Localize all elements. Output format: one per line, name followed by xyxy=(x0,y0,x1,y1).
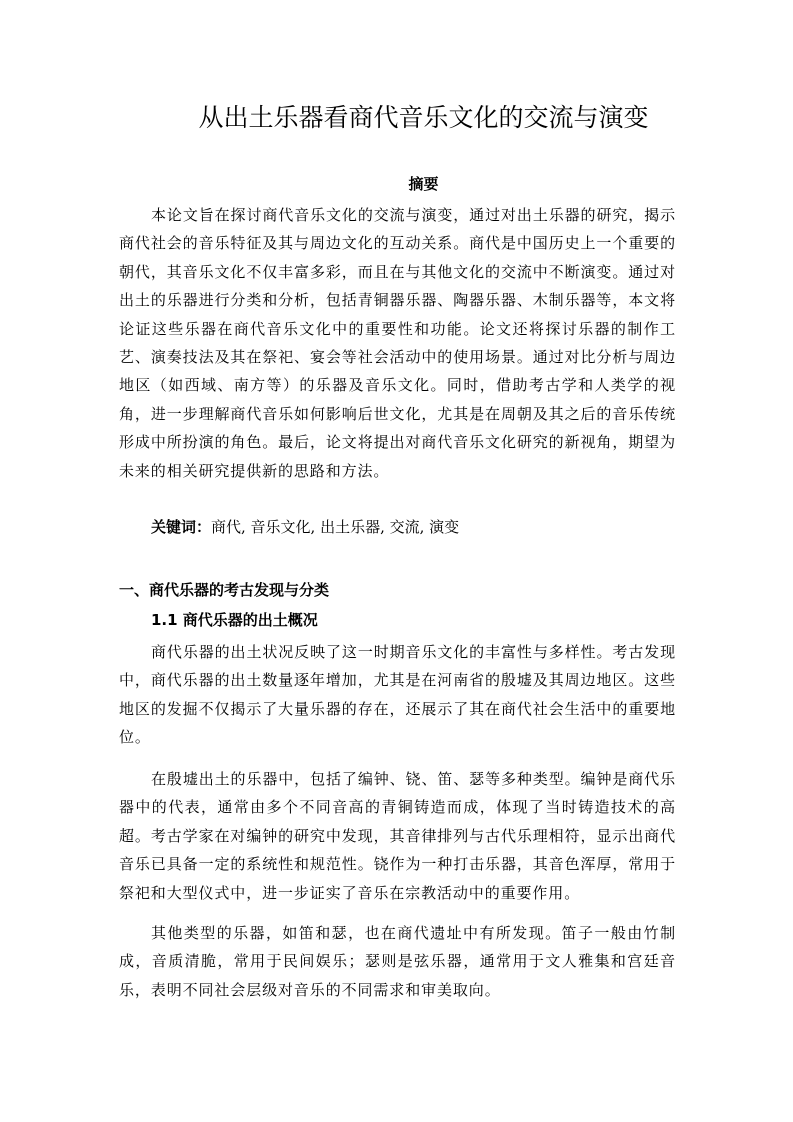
keywords-list: 商代, 音乐文化, 出土乐器, 交流, 演变 xyxy=(211,518,460,536)
abstract-body: 本论文旨在探讨商代音乐文化的交流与演变，通过对出土乐器的研究，揭示商代社会的音乐特征及其与周边文化的互动关系。商代是中国历史上一个重要的朝代，其音乐文化不仅丰富多彩，而且在与其他文化的交流中不断演变。通过对出土的乐器进行分类和分析，包括青铜器乐器、陶器乐器、木制乐器等，本文将论证这些乐器在商代音乐文化中的重要性和功能。论文还将探讨乐器的制作工艺、演奏技法及其在祭祀、宴会等社会活动中的使用场景。通过对比分析与周边地区（如西域、南方等）的乐器及音乐文化。同时，借助考古学和人类学的视角，进一步理解商代音乐如何影响后世文化，尤其是在周朝及其之后的音乐传统形成中所扮演的角色。最后，论文将提出对商代音乐文化研究的新视角，期望为未来的相关研究提供新的思路和方法。 xyxy=(119,206,676,480)
keywords-line xyxy=(151,513,459,541)
body-paragraph: 其他类型的乐器，如笛和瑟，也在商代遗址中有所发现。笛子一般由竹制成，音质清脆，常用于民间娱乐；瑟则是弦乐器，通常用于文人雅集和宫廷音乐，表明不同社会层级对音乐的不同需求和审美取向。 xyxy=(119,924,676,999)
document-title: 从出土乐器看商代音乐文化的交流与演变 xyxy=(198,103,649,132)
section-heading: 一、商代乐器的考古发现与分类 xyxy=(119,581,330,599)
abstract-heading: 摘要 xyxy=(408,175,439,193)
subsection-heading: 1.1 商代乐器的出土概况 xyxy=(151,611,318,629)
body-paragraph: 商代乐器的出土状况反映了这一时期音乐文化的丰富性与多样性。考古发现中，商代乐器的出土数量逐年增加，尤其是在河南省的殷墟及其周边地区。这些地区的发掘不仅揭示了大量乐器的存在，还展示了其在商代社会生活中的重要地位。 xyxy=(119,643,676,747)
keywords-label: 关键词： xyxy=(151,518,212,536)
body-paragraph: 在殷墟出土的乐器中，包括了编钟、铙、笛、瑟等多种类型。编钟是商代乐器中的代表，通常由多个不同音高的青铜铸造而成，体现了当时铸造技术的高超。考古学家在对编钟的研究中发现，其音律排列与古代乐理相符，显示出商代音乐已具备一定的系统性和规范性。铙作为一种打击乐器，其音色浑厚，常用于祭祀和大型仪式中，进一步证实了音乐在宗教活动中的重要作用。 xyxy=(119,770,676,902)
